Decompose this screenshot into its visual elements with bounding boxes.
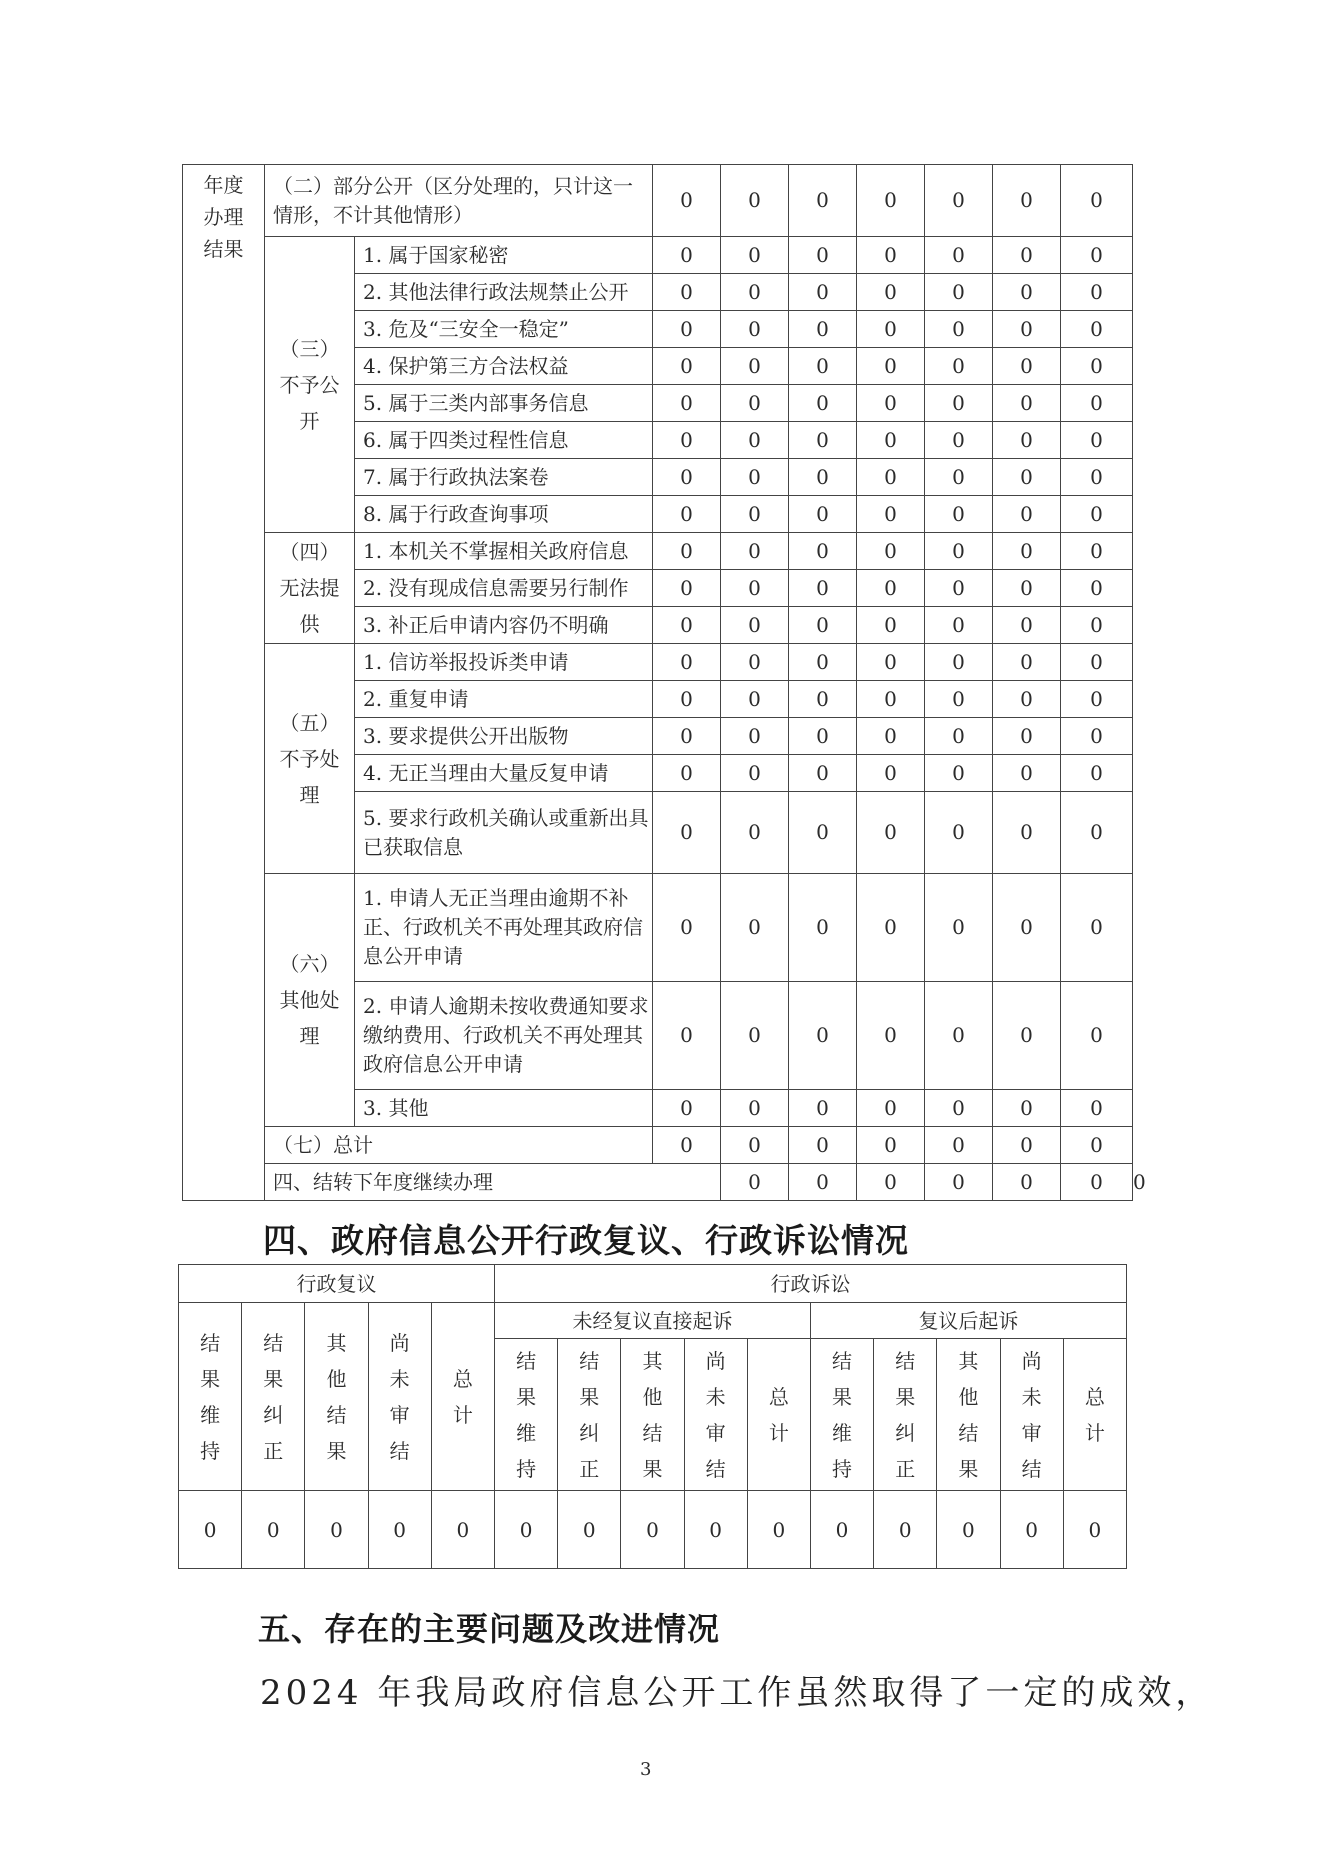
col-header: 其他结果 [958,1348,979,1481]
table-row-label: 2. 申请人逾期未按收费通知要求缴纳费用、行政机关不再处理其政府信息公开申请 [355,982,653,1090]
page-number: 3 [640,1759,652,1780]
section-5-title: 五、存在的主要问题及改进情况 [258,1610,721,1648]
col-header: 结果维持 [832,1348,853,1481]
table-row-label: 3. 补正后申请内容仍不明确 [355,607,653,644]
table-row-label: 3. 要求提供公开出版物 [355,718,653,755]
table-row-label: 4. 保护第三方合法权益 [355,348,653,385]
table-row-label: 1. 本机关不掌握相关政府信息 [355,533,653,570]
partial-disclosure-label: （二）部分公开（区分处理的，只计这一情形，不计其他情形） [265,165,653,237]
table-row-label: 3. 其他 [355,1090,653,1127]
carry-over-label: 四、结转下年度继续办理 [265,1164,721,1201]
table-row-label: 3. 危及“三安全一稳定” [355,311,653,348]
col-header: 结果纠正 [579,1348,600,1481]
year-results-category: 年度办理结果 [183,165,265,1201]
col-header: 结果维持 [200,1330,221,1463]
col-header: 总计 [768,1384,789,1445]
total-label: （七）总计 [265,1127,653,1164]
col-header: 结果纠正 [263,1330,284,1463]
table-row: 0 0 0 0 0 0 0 0 0 0 0 0 0 0 0 [179,1491,1127,1569]
col-header: 尚未审结 [1021,1348,1042,1481]
table-row-label: 1. 属于国家秘密 [355,237,653,274]
col-header: 其他结果 [326,1330,347,1463]
after-review-suit-header: 复议后起诉 [810,1303,1126,1339]
group-not-disclosed: （三）不予公开 [265,237,355,533]
col-header: 其他结果 [642,1348,663,1481]
table-row-label: 5. 要求行政机关确认或重新出具已获取信息 [355,792,653,874]
col-header: 尚未审结 [389,1330,410,1463]
body-paragraph: 2024 年我局政府信息公开工作虽然取得了一定的成效， [260,1673,1214,1713]
table-row-label: 1. 信访举报投诉类申请 [355,644,653,681]
table-row-label: 2. 其他法律行政法规禁止公开 [355,274,653,311]
col-header: 尚未审结 [705,1348,726,1481]
col-header: 总计 [452,1366,473,1427]
group-not-processed: （五）不予处理 [265,644,355,874]
review-litigation-table [178,1264,1127,1569]
group-unable-to-provide: （四）无法提供 [265,533,355,644]
table-row-label: 2. 没有现成信息需要另行制作 [355,570,653,607]
admin-review-header: 行政复议 [179,1265,495,1303]
table-row-label: 4. 无正当理由大量反复申请 [355,755,653,792]
col-header: 结果纠正 [895,1348,916,1481]
col-header: 结果维持 [516,1348,537,1481]
direct-suit-header: 未经复议直接起诉 [495,1303,811,1339]
col-header: 总计 [1084,1384,1105,1445]
application-results-table: 年度办理结果 （二）部分公开（区分处理的，只计这一情形，不计其他情形） 0 0 0 0 0 0 0 （三）不予公开 1. 属于国家秘密 0 0 0 0 0 0 0 2. 其他法律行政法规禁止公开 0 0 0 0 0 0 0 3. 危及“三安全一稳定” 0 0 0 0 0 0 0 4. 保护第三方合法权益 0 0 0 0 0 0 0 5. 属于三类内部事务信息 0 0 0 0 0 0 0 6. 属于四类过程性信息 0 0 0 0 0 0 0 7. 属于行政执法案卷 0 0 0 0 0 0 0 8. 属于行政查询事项 0 0 0 0 0 0 0 （四）无法提供 1. 本机关不掌握相关政府信息 0 0 0 0 0 0 0 2. 没有现成信息需要另行制作 0 0 0 0 0 0 0 3. 补正后申请内容仍不明确 0 0 0 0 0 0 0 （五）不予处理 1. 信访举报投诉类申请 0 0 0 0 0 0 0 2. 重复申请 0 0 0 0 0 0 0 3. 要求提供公开出版物 0 0 0 0 0 0 0 4. 无正当理由大量反复申请 0 0 0 0 0 0 0 5. 要求行政机关确认或重新出具已获取信息 0 0 0 0 0 0 0 （六）其他处理 1. 申请人无正当理由逾期不补正、行政机关不再处理其政府信息公开申请 0 0 0 0 0 0 0 2. 申请人逾期未按收费通知要求缴纳费用、行政机关不再处理其政府信息公开申请 0 0 0 0 0 0 0 3. 其他 0 0 0 0 0 0 0 （七）总计 0 0 0 0 0 0 0 四、结转下年度继续办理 0 0 0 0 0 0 0 [182,164,1133,1201]
section-4-title: 四、政府信息公开行政复议、行政诉讼情况 [263,1221,909,1260]
table-row-label: 1. 申请人无正当理由逾期不补正、行政机关不再处理其政府信息公开申请 [355,874,653,982]
table-row-label: 8. 属于行政查询事项 [355,496,653,533]
table-row-label: 2. 重复申请 [355,681,653,718]
table-row-label: 6. 属于四类过程性信息 [355,422,653,459]
group-other-handling: （六）其他处理 [265,874,355,1127]
admin-litigation-header: 行政诉讼 [495,1265,1127,1303]
table-row-label: 5. 属于三类内部事务信息 [355,385,653,422]
table-row-label: 7. 属于行政执法案卷 [355,459,653,496]
